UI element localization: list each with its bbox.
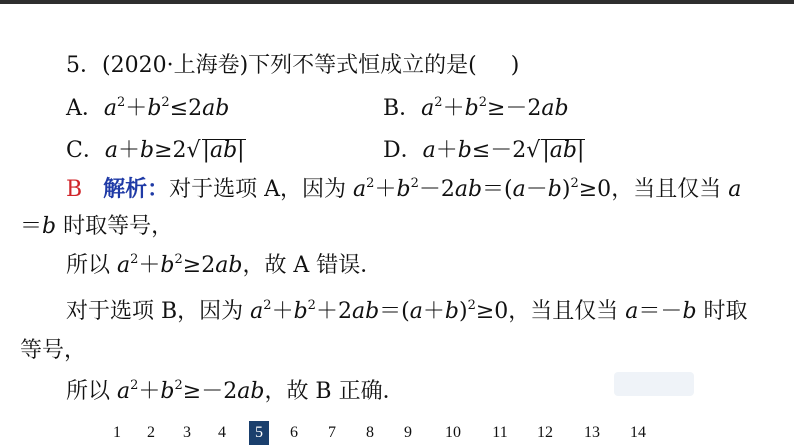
page-link[interactable]: 12 bbox=[537, 424, 553, 441]
option-d: D．a＋b≤－2√|ab| bbox=[383, 138, 585, 163]
page-link-current[interactable]: 5 bbox=[249, 421, 269, 445]
question-stem-end: ) bbox=[510, 53, 520, 78]
top-rule bbox=[0, 0, 794, 4]
page-link[interactable]: 9 bbox=[404, 424, 412, 441]
question-source: (2020·上海卷) bbox=[102, 53, 249, 78]
answer-line-6: 所以 $a^2+b^2\ge-2ab$，故 B 正确． bbox=[66, 378, 405, 404]
analysis-label: 解析： bbox=[103, 176, 170, 202]
answer-letter: B bbox=[66, 177, 83, 202]
option-b: B．$a^2+b^2\ge-2ab$ bbox=[383, 95, 569, 121]
page-link[interactable]: 3 bbox=[183, 424, 191, 441]
page-link[interactable]: 8 bbox=[366, 424, 374, 441]
page-link[interactable]: 2 bbox=[147, 424, 155, 441]
option-c: C．a＋b≥2√|ab| bbox=[66, 138, 245, 163]
answer-line-2: ＝b 时取等号， bbox=[20, 214, 174, 239]
page-link[interactable]: 11 bbox=[492, 424, 508, 441]
question-stem bbox=[66, 52, 519, 80]
page-link[interactable]: 13 bbox=[584, 424, 600, 441]
page-link[interactable]: 7 bbox=[328, 424, 336, 441]
answer-line-5: 等号， bbox=[20, 338, 87, 363]
question-text: 下列不等式恒成立的是( bbox=[248, 53, 477, 78]
page-link[interactable]: 14 bbox=[630, 424, 646, 441]
answer-line-3: 所以 $a^2+b^2\ge 2ab$，故 A 错误． bbox=[66, 252, 383, 278]
watermark bbox=[614, 372, 694, 396]
page-link[interactable]: 6 bbox=[290, 424, 298, 441]
page-link[interactable]: 10 bbox=[445, 424, 461, 441]
page-navigation bbox=[0, 421, 794, 445]
option-a: A．$a^2+b^2\le 2ab$ bbox=[66, 95, 230, 121]
page-link[interactable]: 4 bbox=[218, 424, 226, 441]
question-number: 5． bbox=[66, 53, 102, 78]
answer-line-1: B 解析：对于选项 A，因为 $a^2+b^2-2ab=(a-b)^2\ge 0$，当且仅当 a bbox=[66, 176, 742, 202]
answer-line-4: 对于选项 B，因为 $a^2+b^2+2ab=(a+b)^2\ge 0$，当且仅当 a＝－b 时取 bbox=[66, 298, 748, 324]
page-link[interactable]: 1 bbox=[113, 424, 121, 441]
